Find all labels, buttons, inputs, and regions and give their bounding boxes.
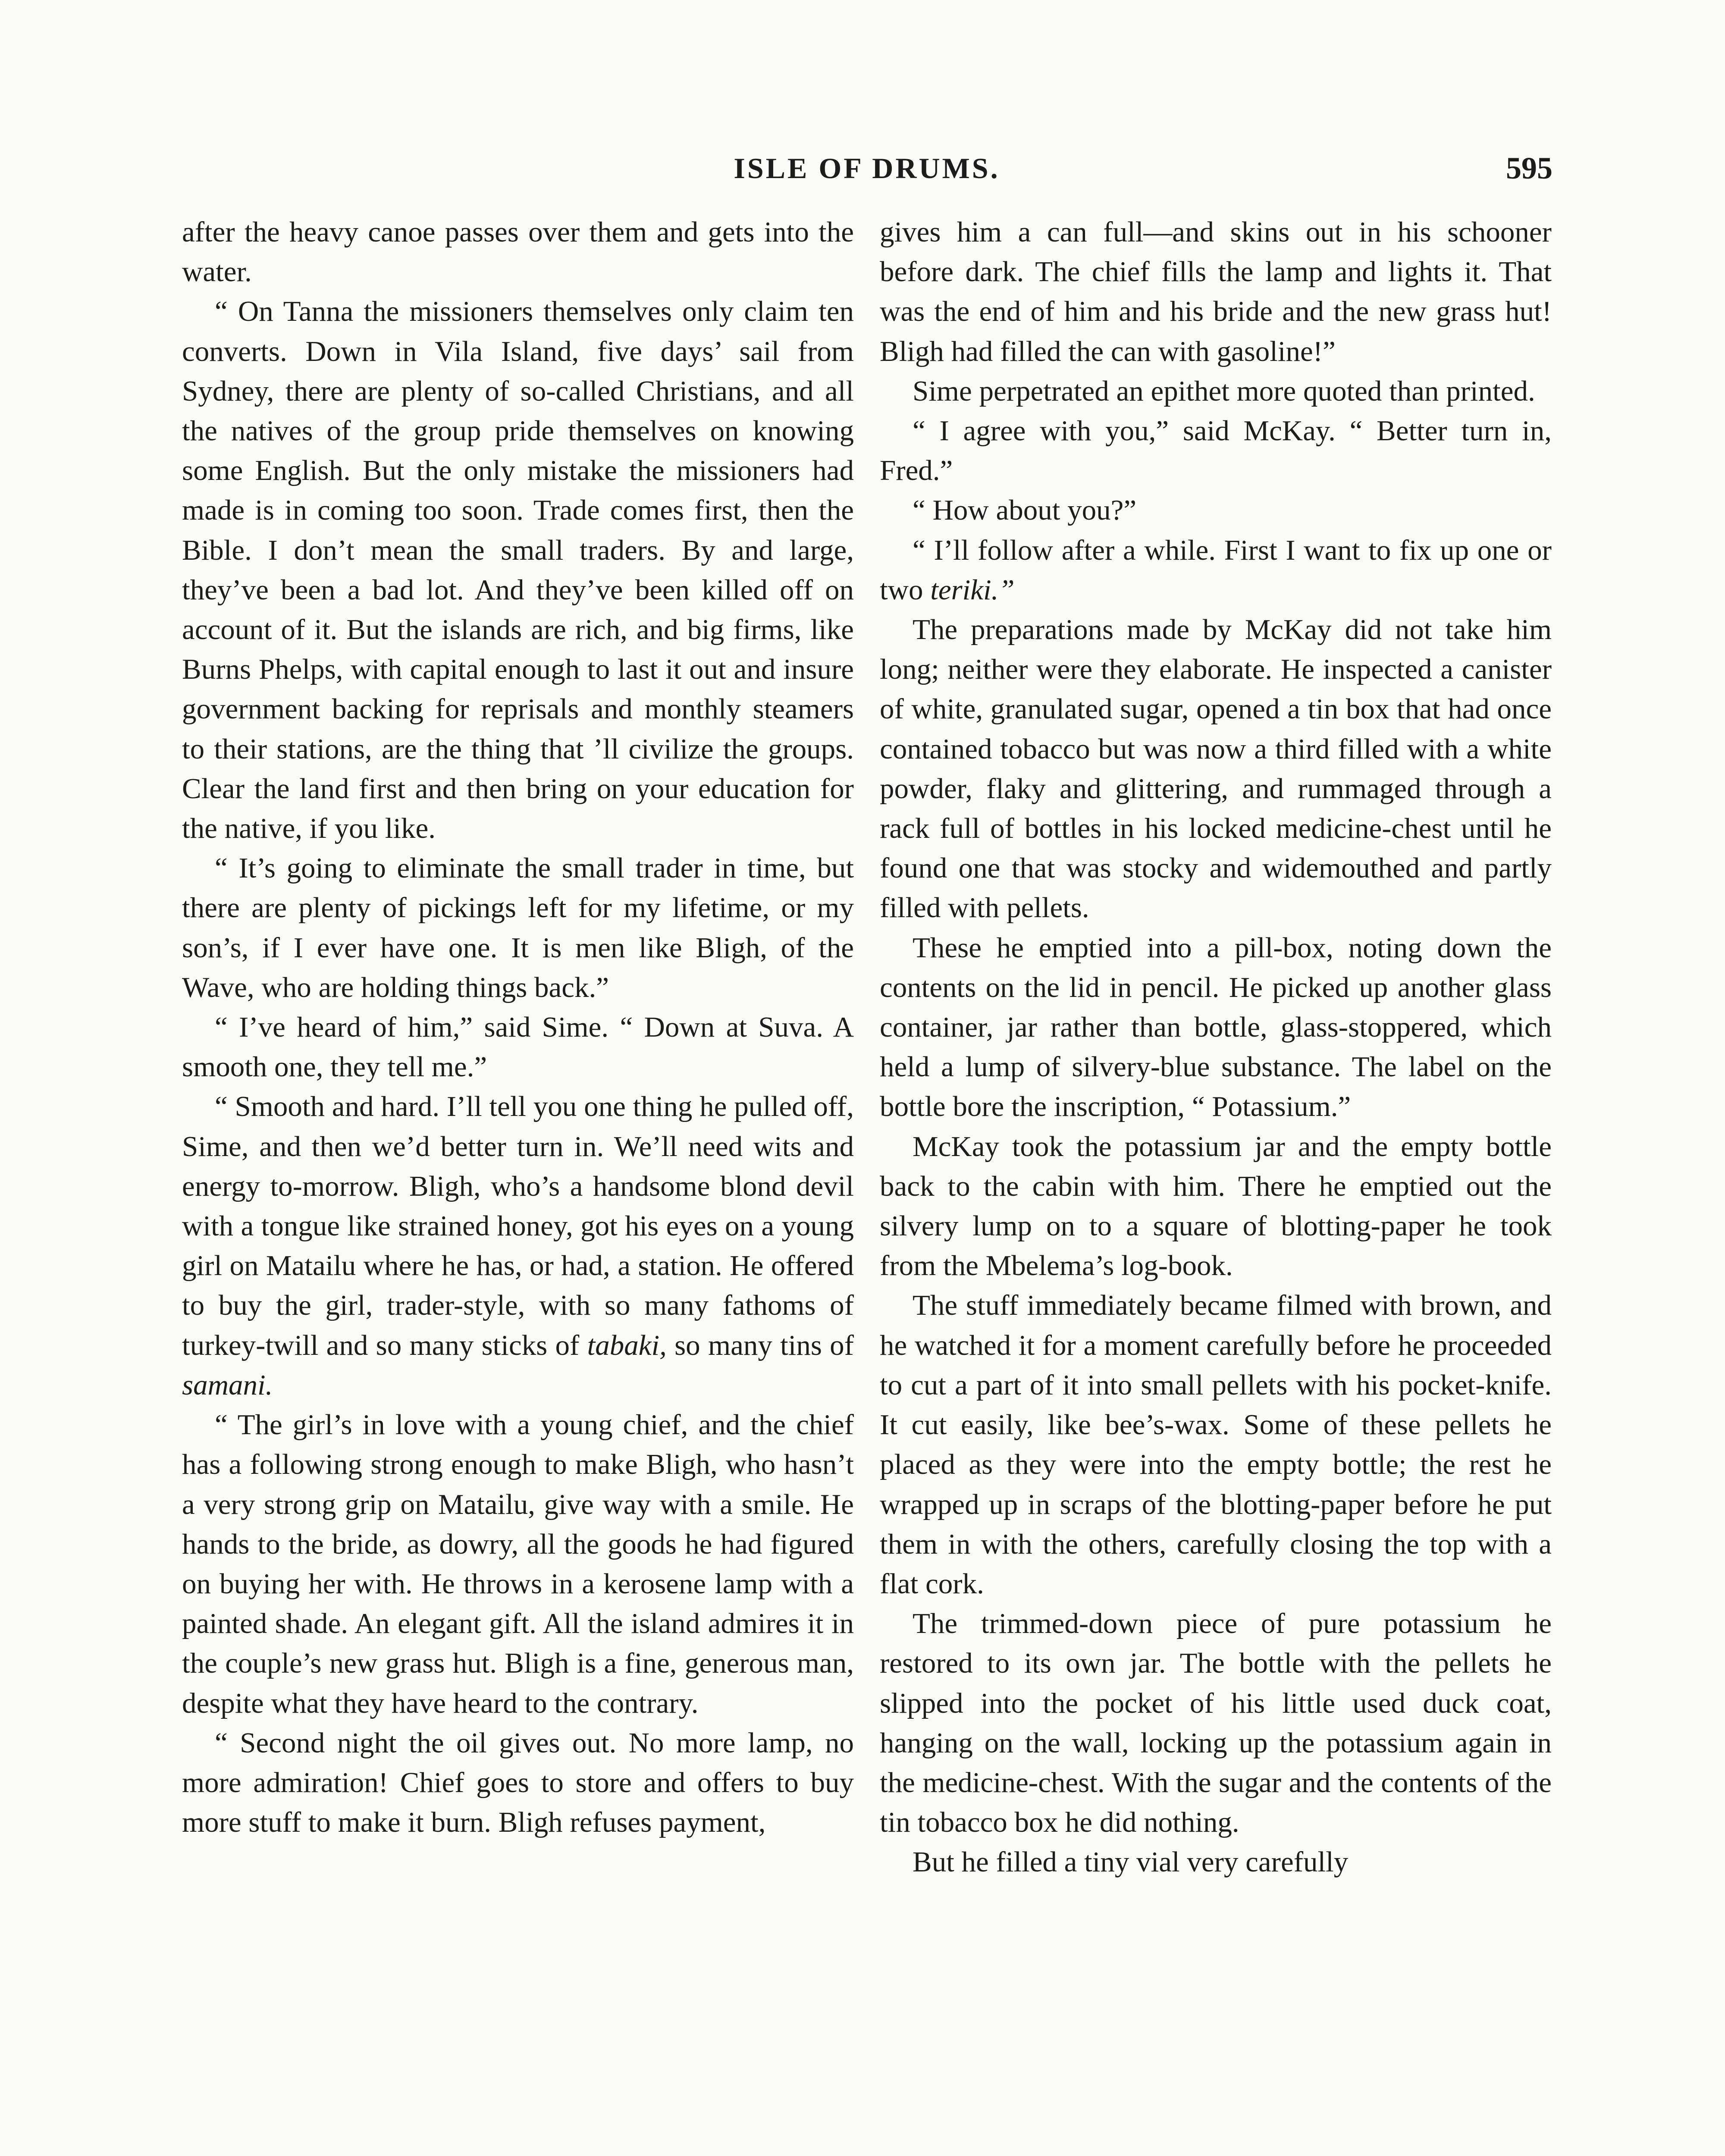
paragraph: “ I’ve heard of him,” said Sime. “ Down at Suva. A smooth one, they tell me.” — [182, 1011, 854, 1083]
page-header — [181, 142, 1552, 194]
italic-word: teriki.” — [930, 573, 1015, 606]
right-column — [880, 212, 1552, 2156]
left-column — [182, 212, 854, 2156]
paragraph — [182, 1087, 854, 1405]
paragraph: “ The girl’s in love with a young chief, and the chief has a following strong enough to make Bligh, who hasn’t a very strong grip on Matailu, give way with a smile. He hands to the bride, as dowry, all the goods he had figured on buying her with. He throws in a kerosene lamp with a painted shade. An elegant gift. All the island admires it in the couple’s new grass hut. Bligh is a fine, generous man, despite what they have heard to the contrary. — [182, 1409, 854, 1719]
paragraph: But he filled a tiny vial very carefully — [913, 1846, 1349, 1878]
paragraph: “ On Tanna the missioners themselves only claim ten converts. Down in Vila Island, five days’ sail from Sydney, there are plenty of so-called Christians, and all the natives of the group pride themselves on knowing some English. But the only mistake the missioners had made is in coming too soon. Trade comes first, then the Bible. I don’t mean the small traders. By and large, they’ve been a bad lot. And they’ve been killed off on account of it. But the islands are rich, and big firms, like Burns Phelps, with capital enough to last it out and insure government backing for reprisals and monthly steamers to their stations, are the thing that ’ll civilize the groups. Clear the land first and then bring on your education for the native, if you like. — [182, 295, 854, 845]
paragraph — [880, 530, 1552, 610]
italic-word: samani. — [182, 1369, 273, 1401]
paragraph: gives him a can full—and skins out in his schooner before dark. The chief fills the lamp and lights it. That was the end of him and his bride and the new grass hut! Bligh had filled the can with gasoline!” — [880, 216, 1552, 367]
page-number: 595 — [1506, 151, 1552, 185]
paragraph: These he emptied into a pill-box, noting down the contents on the lid in pencil. He picked up another glass container, jar rather than bottle, glass-stoppered, which held a lump of silvery-blue substance. The label on the bottle bore the inscription, “ Potassium.” — [880, 931, 1552, 1123]
paragraph-text: “ Smooth and hard. I’ll tell you one thing he pulled off, Sime, and then we’d better turn in. We’ll need wits and energy to-morrow. Bligh, who’s a handsome blond devil with a tongue like strained honey, got his eyes on a young girl on Matailu where he has, or had, a station. He offered to buy the girl, trader-style, with so many fathoms of turkey-twill and so many sticks of — [182, 1091, 854, 1361]
italic-word: tabaki, — [587, 1329, 667, 1361]
paragraph: Sime perpetrated an epithet more quoted than printed. — [913, 375, 1535, 407]
paragraph: The trimmed-down piece of pure potassium he restored to its own jar. The bottle with the pellets he slipped into the pocket of his little used duck coat, hanging on the wall, locking up the potassium again in the medicine-chest. With the sugar and the contents of the tin tobacco box he did nothing. — [880, 1608, 1552, 1839]
paragraph: The stuff immediately became filmed with brown, and he watched it for a moment carefully before he proceeded to cut a part of it into small pellets with his pocket-knife. It cut easily, like bee’s-wax. Some of these pellets he placed as they were into the empty bottle; the rest he wrapped up in scraps of the blotting-paper before he put them in with the others, carefully closing the top with a flat cork. — [880, 1289, 1552, 1600]
paragraph: “ Second night the oil gives out. No more lamp, no more admiration! Chief goes to store and offers to buy more stuff to make it burn. Bligh refuses payment, — [182, 1727, 854, 1839]
running-title: ISLE OF DRUMS. — [734, 152, 1000, 185]
paragraph: after the heavy canoe passes over them and gets into the water. — [182, 216, 854, 288]
paragraph: “ I agree with you,” said McKay. “ Better turn in, Fred.” — [880, 415, 1552, 487]
paragraph-text: “ I’ll follow after a while. First I want to fix up one or two — [880, 534, 1552, 606]
paragraph: McKay took the potassium jar and the empty bottle back to the cabin with him. There he emptied out the silvery lump on to a square of blotting-paper he took from the Mbelema’s log-book. — [880, 1130, 1552, 1282]
paragraph: The preparations made by McKay did not take him long; neither were they elaborate. He inspected a canister of white, granulated sugar, opened a tin box that had once contained tobacco but was now a third filled with a white powder, flaky and glittering, and rummaged through a rack full of bottles in his locked medicine-chest until he found one that was stocky and widemouthed and partly filled with pellets. — [880, 614, 1552, 924]
paragraph-text: so many tins of — [666, 1329, 854, 1361]
paragraph: “ How about you?” — [913, 494, 1137, 526]
paragraph: “ It’s going to eliminate the small trader in time, but there are plenty of pickings left for my lifetime, or my son’s, if I ever have one. It is men like Bligh, of the Wave, who are holding things back.” — [182, 852, 854, 1003]
